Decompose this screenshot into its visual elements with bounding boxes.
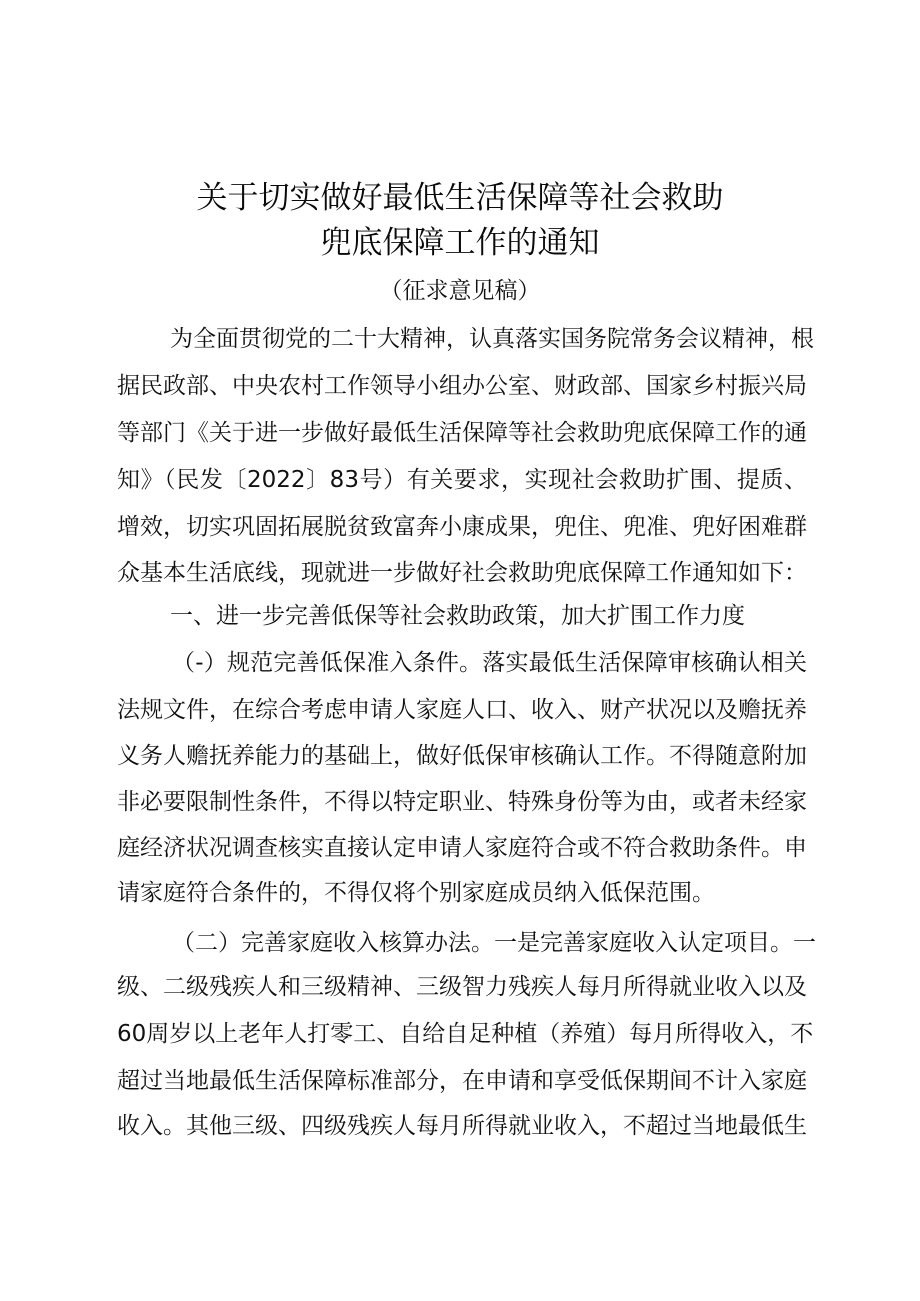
section-heading: 一、进一步完善低保等社会救助政策，加大扩围工作力度 bbox=[170, 603, 745, 629]
body-line: 法规文件，在综合考虑申请人家庭人口、收入、财产状况以及赡抚养 bbox=[117, 697, 807, 723]
document-subtitle: （征求意见稿） bbox=[379, 278, 541, 304]
body-line: 知》（民发〔2022〕83号）有关要求，实现社会救助扩围、提质、 bbox=[117, 467, 807, 493]
body-line: 收入。其他三级、四级残疾人每月所得就业收入，不超过当地最低生 bbox=[117, 1113, 807, 1139]
body-line: 据民政部、中央农村工作领导小组办公室、财政部、国家乡村振兴局 bbox=[117, 373, 807, 399]
body-line: 增效，切实巩固拓展脱贫致富奔小康成果，兜住、兜准、兜好困难群 bbox=[117, 514, 807, 540]
body-line: （-）规范完善低保准入条件。落实最低生活保障审核确认相关 bbox=[172, 650, 807, 676]
document-title-line-1: 关于切实做好最低生活保障等社会救助 bbox=[196, 180, 724, 216]
body-line: 等部门《关于进一步做好最低生活保障等社会救助兜底保障工作的通 bbox=[117, 420, 807, 446]
body-line: 级、二级残疾人和三级精神、三级智力残疾人每月所得就业收入以及 bbox=[117, 974, 807, 1000]
body-line: 非必要限制性条件，不得以特定职业、特殊身份等为由，或者未经家 bbox=[117, 789, 807, 815]
body-line: （二）完善家庭收入核算办法。一是完善家庭收入认定项目。一 bbox=[172, 930, 816, 956]
body-line: 超过当地最低生活保障标准部分，在申请和享受低保期间不计入家庭 bbox=[117, 1068, 807, 1094]
body-line: 请家庭符合条件的，不得仅将个别家庭成员纳入低保范围。 bbox=[117, 880, 715, 906]
document-title-line-2: 兜底保障工作的通知 bbox=[320, 225, 600, 261]
body-line: 60周岁以上老年人打零工、自给自足种植（养殖）每月所得收入，不 bbox=[117, 1021, 814, 1047]
body-line: 为全面贯彻党的二十大精神，认真落实国务院常务会议精神，根 bbox=[170, 326, 814, 352]
body-line: 庭经济状况调查核实直接认定申请人家庭符合或不符合救助条件。申 bbox=[117, 835, 807, 861]
body-line: 众基本生活底线，现就进一步做好社会救助兜底保障工作通知如下： bbox=[117, 560, 807, 586]
body-line: 义务人赡抚养能力的基础上，做好低保审核确认工作。不得随意附加 bbox=[117, 743, 807, 769]
